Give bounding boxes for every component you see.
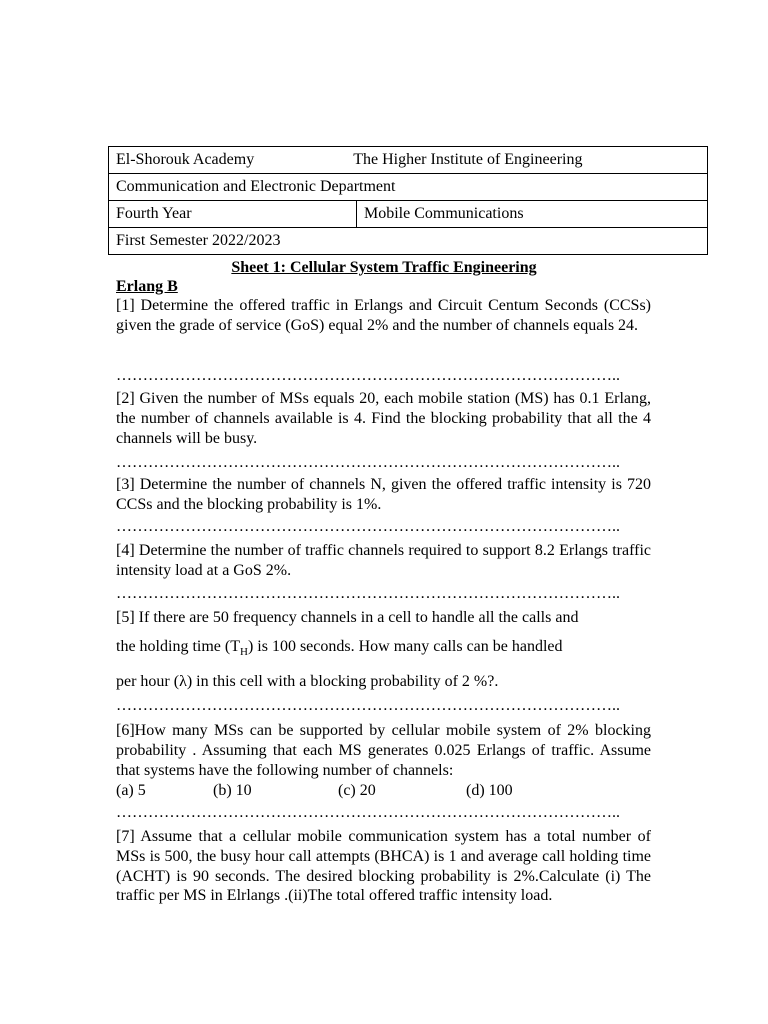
answer-line-4: ………………………………………………………………………………….. [116, 585, 620, 602]
answer-line-6: ………………………………………………………………………………….. [116, 804, 620, 821]
department-name: Communication and Electronic Department [109, 174, 708, 201]
option-a: (a) 5 [116, 782, 146, 799]
semester-label: First Semester 2022/2023 [109, 228, 708, 255]
question-7: [7] Assume that a cellular mobile communication system has a total number of MSs is 500, the busy hour call attempts (BHCA) is 1 and average call holding time (ACHT) is 90 seconds. The desired blocking probability is 2%.Calculate (i) The traffic per MS in Elrlangs .(ii)The total offered traffic intensity load. [116, 828, 651, 905]
question-5-line-3: per hour (λ) in this cell with a blocking probability of 2 %?. [116, 673, 499, 691]
question-5 [116, 603, 651, 696]
question-1: [1] Determine the offered traffic in Erlangs and Circuit Centum Seconds (CCSs) given the grade of service (GoS) equal 2% and the number of channels equals 24. [116, 297, 651, 334]
question-5-line-1: [5] If there are 50 frequency channels in a cell to handle all the calls and [116, 609, 579, 626]
option-b: (b) 10 [213, 782, 252, 799]
header-row-1 [109, 147, 708, 174]
year-label: Fourth Year [109, 201, 357, 228]
question-4: [4] Determine the number of traffic channels required to support 8.2 Erlangs traffic intensity load at a GoS 2%. [116, 542, 651, 579]
option-c: (c) 20 [338, 782, 376, 799]
question-3: [3] Determine the number of channels N, given the offered traffic intensity is 720 CCSs and the blocking probability is 1%. [116, 476, 651, 513]
answer-line-2: ………………………………………………………………………………….. [116, 454, 620, 471]
question-6: [6]How many MSs can be supported by cellular mobile system of 2% blocking probability . Assuming that each MS generates 0.025 Erlangs of traffic. Assume that systems have the following number of channels: [116, 722, 651, 779]
question-2: [2] Given the number of MSs equals 20, each mobile station (MS) has 0.1 Erlang, the number of channels available is 4. Find the blocking probability that all the 4 channels will be busy. [116, 390, 651, 447]
sheet-title: Sheet 1: Cellular System Traffic Engineering [231, 259, 537, 276]
institute-name: The Higher Institute of Engineering [353, 151, 583, 168]
answer-line-1: ………………………………………………………………………………….. [116, 367, 620, 384]
question-5-line-2: the holding time $(T_H)$ is 100 seconds. How many calls can be handled [116, 638, 563, 659]
section-heading: Erlang B [116, 278, 178, 295]
course-name: Mobile Communications [357, 201, 708, 228]
header-table [108, 146, 708, 255]
answer-line-5: ………………………………………………………………………………….. [116, 697, 620, 714]
academy-name: El-Shorouk Academy [116, 151, 255, 168]
answer-line-3: ………………………………………………………………………………….. [116, 518, 620, 535]
option-d: (d) 100 [466, 782, 513, 799]
